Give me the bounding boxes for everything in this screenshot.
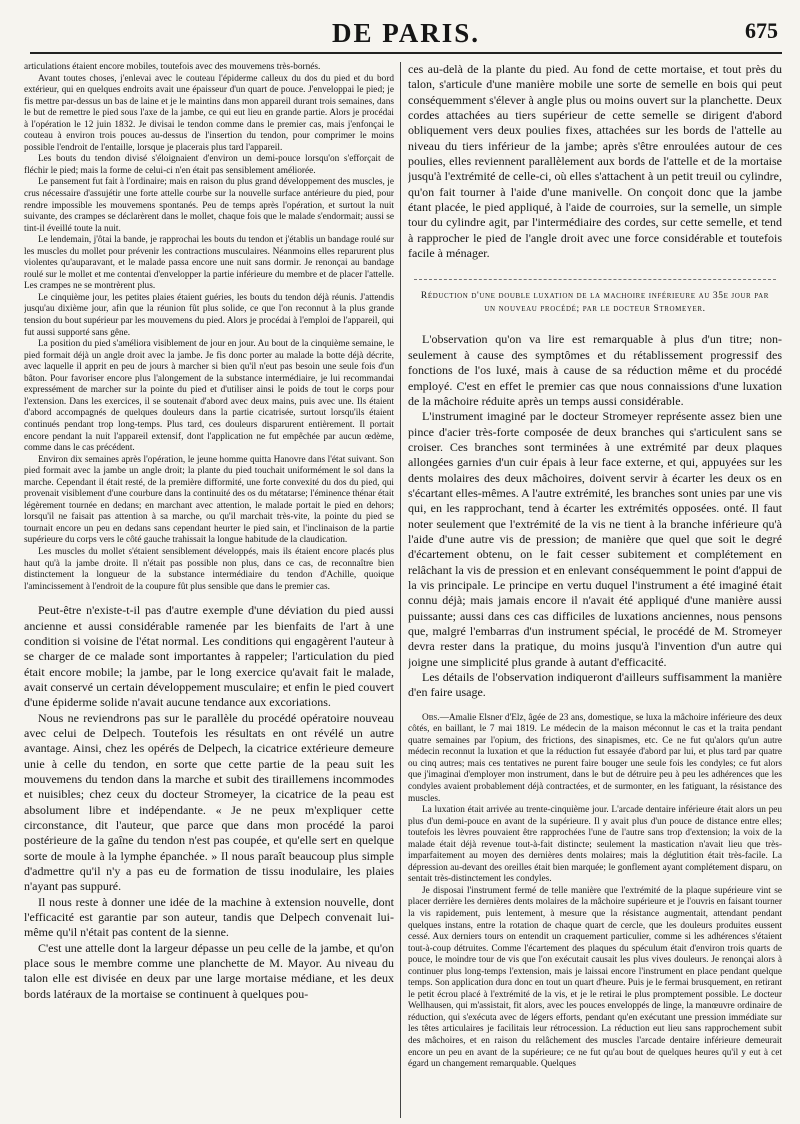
- paragraph: ces au-delà de la plante du pied. Au fond de cette mortaise, et tout près du talon, s'articule d'une manière mobile une sorte de semelle en bois qui peut conséquemment s'élever à angle plus ou moins ouvert sur la planchette. Deux cordes attachées au tiers supérieur de cette semelle se dirigent d'abord obliquement vers deux poulies fixes, attachées sur les bords de l'attelle au niveau du tiers inférieur de la jambe; après s'être enroulées autour de ces poulies, elles reviennent parallèlement aux bords de l'attelle et de la mortaise jusqu'à l'extrémité de celle-ci, où elles s'attachent à un petit treuil ou cylindre, qu'on fait tourner à l'aide d'une manivelle. On conçoit donc que la jambe étant placée, le pied appliqué, à l'aide de courroies, sur la semelle, un simple tour du cylindre agit, par l'intermédiaire des cordes, sur cette semelle, et tend à rapprocher le pied de l'angle droit avec une force considérable et toutefois facile à ménager.: [408, 62, 782, 261]
- paragraph: articulations étaient encore mobiles, toutefois avec des mouvemens très-bornés.: [24, 62, 321, 72]
- paragraph: Le pansement fut fait à l'ordinaire; mais en raison du plus grand développement des muscles, je crus nécessaire d'assujétir une forte attelle courbe sur la nouvelle surface antérieure du pied, pour rendre impossible les mouvemens spontanés. Peu de temps après l'opération, et surtout la nuit suivante, des crampes se déclarèrent dans le mollet, chaque fois que le malade s'endormait; aussi se tint-il éveillé toute la nuit.: [24, 177, 394, 234]
- observation-paragraph: [408, 713, 782, 805]
- column-divider: [400, 62, 401, 1118]
- paragraph: Le lendemain, j'ôtai la bande, je rapprochai les bouts du tendon et j'établis un bandage roulé sur les muscles du mollet pour prévenir les contractions musculaires. Néanmoins elles reparurent plus violentes qu'auparavant, et le malade passa encore une nuit sans dormir. Je renonçai au bandage roulé sur le mollet et me contentai d'envelopper la partie inférieure du membre et de placer l'attelle. Les crampes ne se montrèrent plus.: [24, 235, 394, 292]
- paragraph: Peut-être n'existe-t-il pas d'autre exemple d'une déviation du pied aussi ancienne et aussi considérable ramenée par les bienfaits de l'art à une condition si voisine de l'état normal. Les conditions qui engagèrent l'auteur à se charger de ce malade sont importantes à rappeler; l'articulation du pied était encore mobile; la jambe, par le long exercice qu'avait fait le malade, avait conservé un certain développement musculaire; et enfin le pied couvert d'une épiderme solide n'avait aucune tendance aux excoriations.: [24, 603, 394, 710]
- paragraph: L'observation qu'on va lire est remarquable à plus d'un titre; non-seulement à cause des symptômes et du rétablissement progressif des fonctions de l'os luxé, mais à cause de sa réduction même et du procédé employé. C'est en effet le premier cas que nous connaissions d'une luxation de la mâchoire réduite après un temps aussi considérable.: [408, 332, 782, 408]
- section-heading: [414, 279, 776, 316]
- commentary: [24, 603, 394, 1002]
- observation-lead: Obs.: [422, 712, 440, 723]
- right-column: [408, 62, 782, 1118]
- section-heading-author: par le docteur Stromeyer.: [582, 304, 706, 315]
- paragraph: La position du pied s'améliora visiblement de jour en jour. Au bout de la cinquième semaine, le pied formait déjà un angle droit avec la jambe. Je fis donc porter au malade la botte déjà décrite, avec laquelle il apprit en peu de jours à marcher si bien qu'il n'eut pas besoin une seule fois d'un bâton. Pour favoriser encore plus l'alongement de la substance intermédiaire, je lui recommandai expressément de marcher sur la pointe du pied et d'utiliser ainsi le poids de tout le corps pour l'extension. Dans les exercices, il se soutenait d'abord avec deux mains, puis avec une. Ils étaient d'abord accompagnés de quelques douleurs dans la partie cicatrisée, surtout lorsqu'ils étaient continués pendant trop long-temps. Plus tard, ces douleurs disparurent entièrement. Il portait encore pendant la nuit l'appareil extensif, dont l'application ne fut empêchée par aucun œdème, comme dans le cas précédent.: [24, 339, 394, 454]
- paragraph: Environ dix semaines après l'opération, le jeune homme quitta Hanovre dans l'état suivant. Son pied formait avec la jambe un angle droit; la plante du pied touchait uniformément le sol dans la marche. Cependant il était resté, de la première difformité, une forte convexité du dos du pied, qui provenait visiblement d'une courbure dans la continuité des os du métatarse; l'éminence thénar était légèrement tournée en dedans; en marchant avec attention, le malade portait le pied en dehors; lorsqu'il ne faisait pas attention à sa marche, ou qu'il marchait très-vite, la pointe du pied se tournait encore un peu en dedans sans cependant heurter le pied sain, et l'inclinaison de la partie supérieure du corps vers le côté gauche trahissait la longue habitude de la claudication.: [24, 454, 394, 546]
- case-report-continuation: [24, 62, 394, 593]
- page-number: 675: [745, 18, 778, 43]
- journal-title: DE PARIS.: [331, 18, 481, 48]
- paragraph: L'instrument imaginé par le docteur Stromeyer représente assez bien une pince d'acier très-forte composée de deux branches qui s'articulent sans se croiser. Ces branches sont terminées à une extrémité par deux plaques allongées garnies d'un cuir épais à leur face externe, et qui, appuyées sur les dents molaires des deux mâchoires, doivent servir à écarter les deux os en s'écartant elles-mêmes. A l'autre extrémité, les branches sont unies par une vis qui, en les rapprochant, tend à écarter les extrémités opposées. onté. Il faut noter seulement que l'extrémité de la vis ne tient à la branche inférieure qu'à l'aide d'une autre vis de pression; de manière que quel que soit le degré d'écartement obtenu, on le fait cesser subitement et complétement en relâchant la vis de pression et en enlevant conséquemment le point d'appui de la vis principale. Le principe en vertu duquel l'instrument a été imaginé était connu déjà; mais jamais encore il n'avait été appliqué d'une manière aussi puissante; aussi dans ces cas difficiles de luxations anciennes, nous pensons que, malgré l'embarras d'un instrument spécial, le procédé de M. Stromeyer devra rester dans la pratique, du moins jusqu'à l'invention d'un autre qui joigne une simplicité plus grande à autant d'efficacité.: [408, 409, 782, 669]
- paragraph: Avant toutes choses, j'enlevai avec le couteau l'épiderme calleux du dos du pied et du bord extérieur, qui en quelques endroits avait une épaisseur d'un quart de pouce. J'enveloppai le pied; je fis mettre par-dessus un bas de laine et je le maintins dans mon appareil durant trois semaines, dans le but de remettre le pied sous l'axe de la jambe, ce qui eut lieu en grande partie. Alors je procédai à l'opération le 12 juin 1832. Je divisai le tendon comme dans le premier cas, mais j'enfonçai le couteau à environ trois pouces au-dessus de l'insertion du tendon, pour comprimer le moins possible l'endroit de l'entaille, lorsque je placerais plus tard l'appareil.: [24, 73, 394, 153]
- running-header: [30, 16, 782, 54]
- paragraph: Le cinquième jour, les petites plaies étaient guéries, les bouts du tendon déjà réunis. J'attendis jusqu'au dixième jour, afin que la réunion fût plus solide, ce que l'on reconnut à la plus grande tension du bout supérieur par les mouvemens du pied. Alors je procédai à l'emploi de l'appareil, qui fut aussi supporté sans gêne.: [24, 292, 394, 338]
- machine-description: [408, 62, 782, 261]
- observation: [408, 713, 782, 1071]
- paragraph: Je disposai l'instrument fermé de telle manière que l'extrémité de la plaque supérieure vint se placer derrière les dernières dents molaires de la mâchoire supérieure et je l'ouvris en faisant tourner la vis rapidement, puis lentement, à mesure que la résistance augmentait, attendant pendant quelques instans, entre la rotation de chaque quart de cercle, que les douleurs produites eussent cessé. Aux derniers tours on entendit un craquement particulier, comme si les adhérences s'étaient tout-à-coup détruites. Comme l'écartement des plaques du spéculum était d'environ trois quarts de pouce, le moindre tour de vis que l'on exécutait causait les plus vives douleurs. Je renonçai alors à continuer plus long-temps l'extension, mais je laissai encore l'instrument en place pendant quelque temps. Son application dura donc en tout un quart d'heure. Puis je le fermai brusquement, en retirant le petit écrou placé à l'extrémité de la vis, et je le retirai le plus promptement possible. Le docteur Wellhausen, qui m'assistait, fit alors, avec les pouces enveloppés de linge, la manœuvre ordinaire de réduction, qui s'exécuta avec de légers efforts, pendant qu'en exécutant une pression immédiate sur les têtes articulaires je facilitais leur rétrocession. La réduction eut lieu sans rapprochement subit des mâchoires, et en raison du relâchement des muscles l'arcade dentaire inférieure demeurait encore un peu en avant de la supérieure; ce ne fut qu'au bout de quelques heures qu'il y eut à cet égard un changement remarquable. Quelques: [408, 885, 782, 1070]
- section-heading-title: Réduction d'une double luxation de la machoire inférieure au 35e jour par un nouveau procédé;: [420, 291, 770, 315]
- left-column: [24, 62, 394, 1118]
- paragraph: La luxation était arrivée au trente-cinquième jour. L'arcade dentaire inférieure était alors un peu plus d'un demi-pouce en avant de la supérieure. Il y avait plus d'un pouce de distance entre elles; toutefois les lèvres pouvaient être rapprochées l'une de l'autre sans trop d'extension; la voix de la malade était déjà revenue tout-à-fait distincte; seulement la mastication n'avait lieu que très-imparfaitement au moyen des dernières dents molaires; mais la déglutition était très-facile. La dépression au-devant des oreilles était bien marquée; le gonflement ayant complétement disparu, on sentait très-distinctement les condyles.: [408, 805, 782, 885]
- paragraph: Il nous reste à donner une idée de la machine à extension nouvelle, dont l'efficacité est garantie par son auteur, tandis que Delpech convenait lui-même qu'il n'était pas content de la sienne.: [24, 894, 394, 940]
- paragraph: Les détails de l'observation indiqueront d'ailleurs suffisamment la manière d'en faire usage.: [408, 670, 782, 700]
- paragraph: Les muscles du mollet s'étaient sensiblement développés, mais ils étaient encore placés plus haut qu'à la jambe droite. Il n'était pas possible non plus, dans ce cas, de reconnaître bien distinctement la longueur de la substance intermédiaire du tendon d'Achille, quoique l'amincissement à l'endroit de la coupure fût plus sensible que dans le premier cas.: [24, 546, 394, 592]
- article-intro: [408, 332, 782, 700]
- paragraph: Nous ne reviendrons pas sur le parallèle du procédé opératoire nouveau avec celui de Delpech. Toutefois les résultats en ont révélé un autre avantage. Ainsi, chez les opérés de Delpech, la cicatrice extérieure demeure unie à celle du tendon, en sorte que cette partie de la peau suit les mouvemens du tendon dans la marche et subit des tiraillemens incommodes et nuisibles; chez ceux du docteur Stromeyer, la cicatrice de la peau est absolument libre et indépendante. « Je ne peux m'expliquer cette circonstance, dit l'auteur, que parce que dans mon procédé la paroi postérieure de la gaîne du tendon n'est pas coupée, et qu'elle sert en quelque sorte de moule à la lymphe épanchée. » Il nous paraît beaucoup plus simple d'admettre qu'il n'y a pas eu de formation de tissu inodulaire, les plaies n'ayant pas suppuré.: [24, 710, 394, 894]
- observation-text: —Amalie Elsner d'Elz, âgée de 23 ans, domestique, se luxa la mâchoire inférieure des deux côtés, en baillant, le 7 mai 1819. Le médecin de la maison méconnut le cas et la traita pendant quatre semaines par l'opium, des frictions, des sinapismes, etc. Ce ne fut qu'alors qu'un autre médecin reconnut la luxation et que la réduction fut essayée d'abord par lui, et plus tard par quatre ou cinq autres; mais ces tentatives ne purent faire bouger une seule fois les condyles; ce fut alors que j'imaginai d'employer mon instrument, dans le but de détruire peu à peu les adhérences que les condyles avaient probablement déjà contractées, et de surmonter, en les fatiguant, la résistance des muscles.: [408, 712, 782, 804]
- paragraph: C'est une attelle dont la largeur dépasse un peu celle de la jambe, et qu'on place sous le membre comme une planchette de M. Mayor. Au niveau du talon elle est divisée en deux par une large mortaise médiane, et les deux bords latéraux de la mortaise se continuent à quelques pou-: [24, 940, 394, 1001]
- paragraph: Les bouts du tendon divisé s'éloignaient d'environ un demi-pouce lorsqu'on s'efforçait de fléchir le pied; mais la forme de celui-ci n'en était pas sensiblement améliorée.: [24, 154, 394, 176]
